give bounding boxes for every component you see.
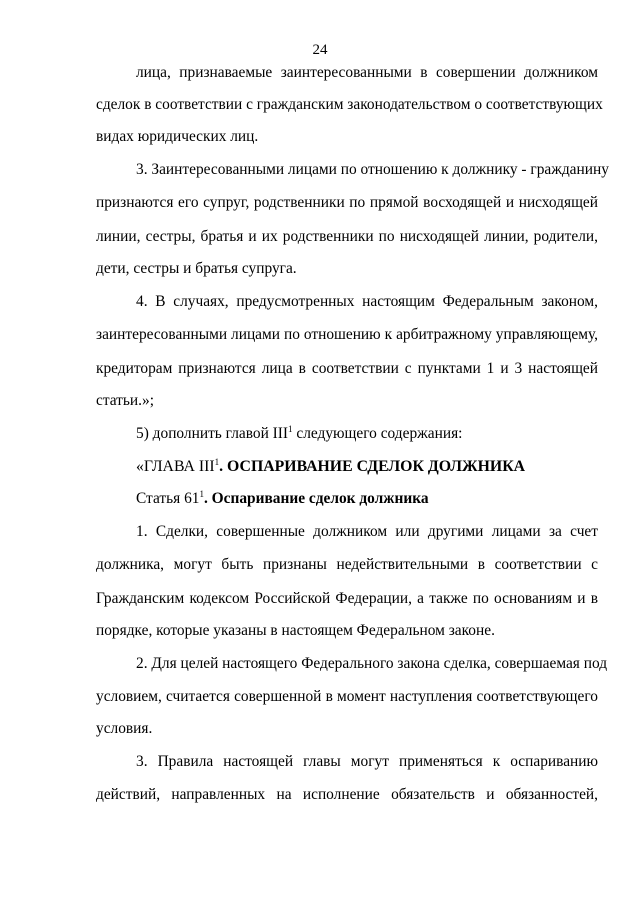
article-heading: [136, 489, 598, 509]
text-line: видах юридических лиц.: [96, 128, 259, 145]
amendment-text: следующего содержания:: [292, 425, 463, 442]
text-line: 1. Сделки, совершенные должником или другими лицами за счет: [136, 523, 598, 540]
chapter-title: . ОСПАРИВАНИЕ СДЕЛОК ДОЛЖНИКА: [219, 458, 526, 475]
superscript: 1: [288, 424, 293, 434]
text-line: дети, сестры и братья супруга.: [96, 260, 297, 277]
text-line: заинтересованными лицами по отношению к арбитражному управляющему,: [96, 326, 598, 343]
text-line: условием, считается совершенной в момент наступления соответствующего: [96, 688, 598, 705]
text-line: условия.: [96, 720, 153, 737]
text-line: 4. В случаях, предусмотренных настоящим Федеральным законом,: [136, 293, 598, 310]
text-line: кредиторам признаются лица в соответствии с пунктами 1 и 3 настоящей: [96, 360, 598, 377]
text-line: статьи.»;: [96, 392, 154, 409]
text-line: признаются его супруг, родственники по прямой восходящей и нисходящей: [96, 194, 598, 211]
text-line: линии, сестры, братья и их родственники по нисходящей линии, родители,: [96, 228, 598, 245]
page-number: 24: [312, 42, 328, 58]
article-label: Статья 61: [136, 490, 200, 507]
superscript: 1: [199, 489, 204, 499]
amendment-text: 5) дополнить главой III: [136, 425, 289, 442]
chapter-heading: [136, 457, 598, 477]
text-line: лица, признаваемые заинтересованными в совершении должником: [136, 64, 598, 81]
text-line: 3. Заинтересованными лицами по отношению к должнику - гражданину: [136, 161, 609, 178]
text-line: 2. Для целей настоящего Федерального закона сделка, совершаемая под: [136, 655, 608, 672]
chapter-label: «ГЛАВА III: [136, 458, 215, 475]
text-line: должника, могут быть признаны недействительными в соответствии с: [96, 556, 598, 573]
text-line: Гражданским кодексом Российской Федерации, а также по основаниям и в: [96, 590, 598, 607]
amendment-line: [136, 424, 598, 444]
text-line: действий, направленных на исполнение обязательств и обязанностей,: [96, 786, 598, 803]
text-line: порядке, которые указаны в настоящем Федеральном законе.: [96, 622, 495, 639]
article-title: . Оспаривание сделок должника: [203, 490, 429, 507]
superscript: 1: [214, 457, 220, 467]
text-line: сделок в соответствии с гражданским законодательством о соответствующих: [96, 96, 603, 113]
text-line: 3. Правила настоящей главы могут применяться к оспариванию: [136, 753, 598, 770]
